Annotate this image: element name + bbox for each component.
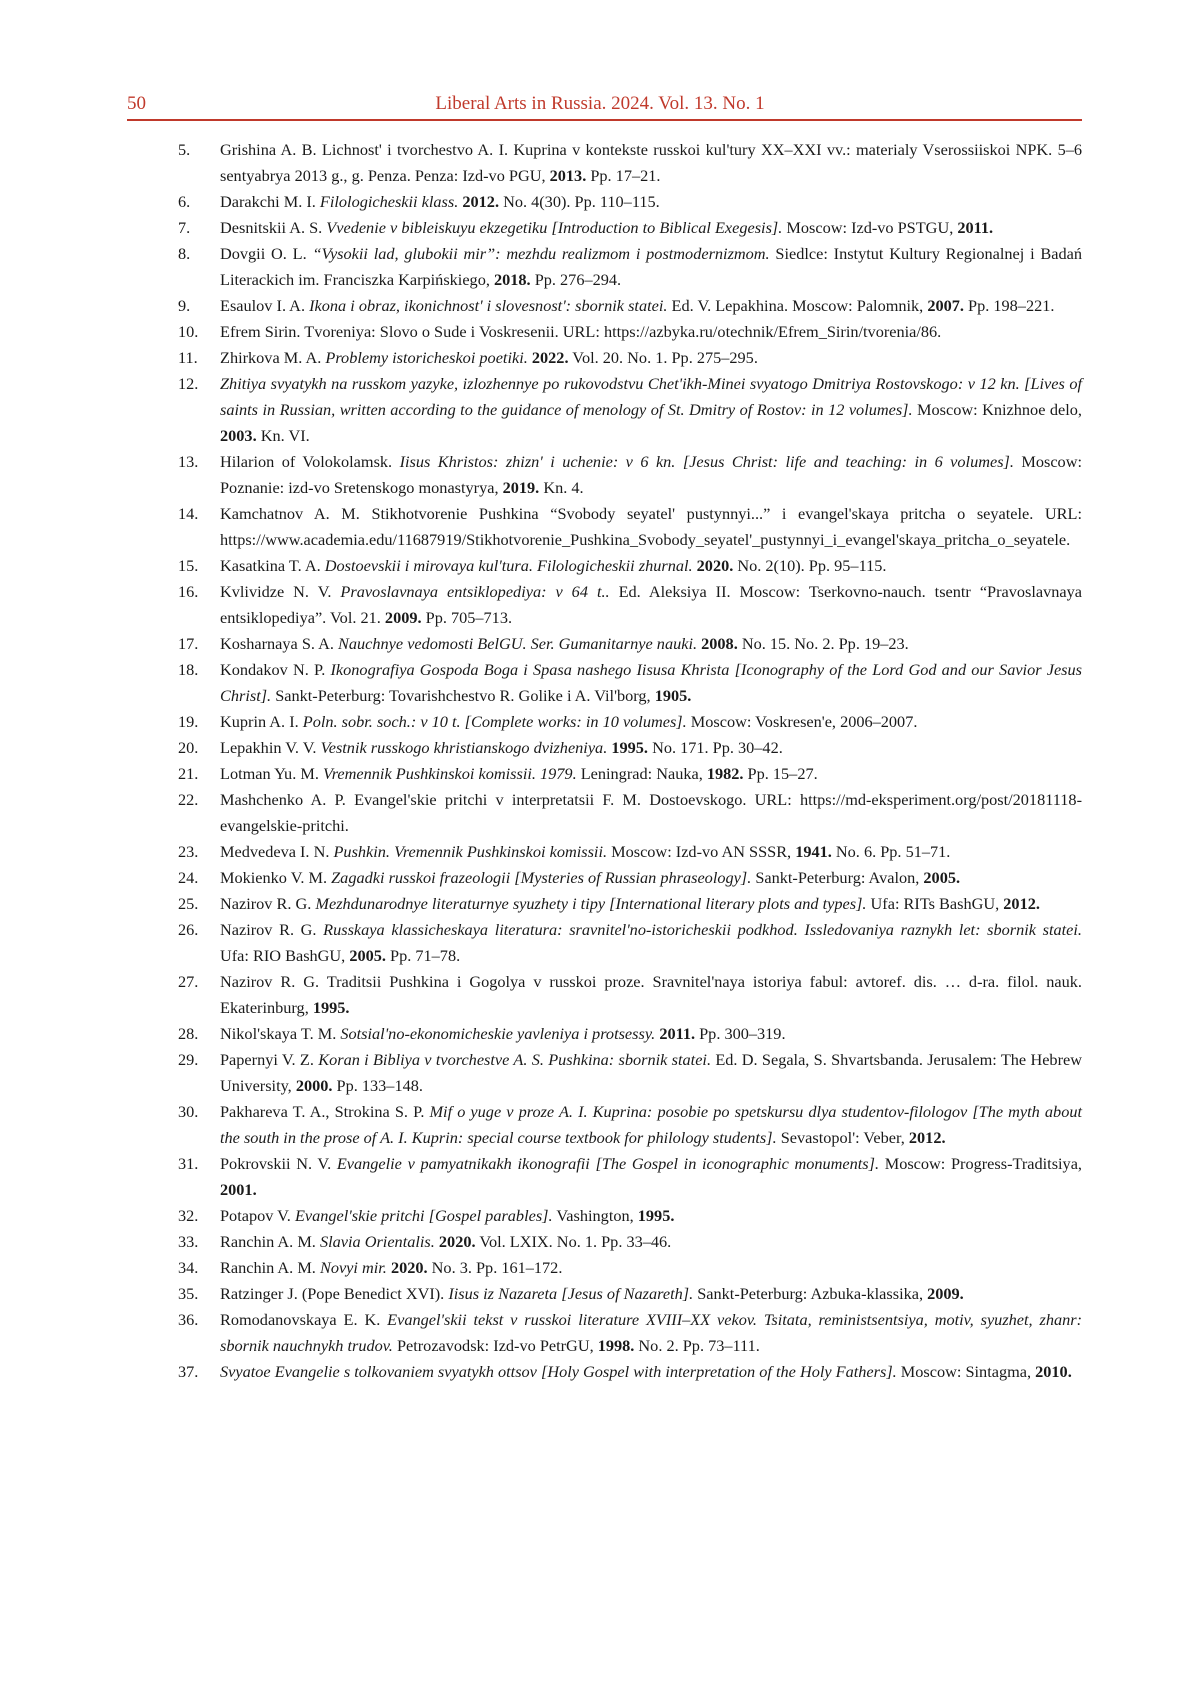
reference-text: Mashchenko A. P. Evangel'skie pritchi v interpretatsii F. M. Dostoevskogo. URL: https://md-eksperiment.org/post/20181118-evangelskie-pritchi. <box>220 790 1082 835</box>
reference-number: 9. <box>178 296 191 315</box>
reference-text: Papernyi V. Z. <box>220 1050 319 1069</box>
reference-title: Zagadki russkoi frazeologii [Mysteries of Russian phraseology]. <box>331 868 752 887</box>
reference-item <box>178 735 1082 761</box>
reference-title: Novyi mir. <box>319 1258 387 1277</box>
reference-item <box>178 371 1082 449</box>
reference-title: Ikonografiya Gospoda Boga i Spasa nashego Iisusa Khrista [Iconography of the Lord God and our Savior Jesus Christ]. <box>220 660 1082 705</box>
reference-item <box>178 1021 1082 1047</box>
reference-text: Darakchi M. I. <box>220 192 320 211</box>
reference-text: No. 171. Pp. 30–42. <box>648 738 783 757</box>
reference-text: Dovgii O. L. <box>220 244 313 263</box>
reference-title: Zhitiya svyatykh na russkom yazyke, izlozhennye po rukovodstvu Chet'ikh-Minei svyatogo Dmitriya Rostovskogo: v 12 kn. [Lives of saints in Russian, written according to the guidance of menology of St. Dmitry of Rostov: in 12 volumes]. <box>220 374 1082 419</box>
reference-number: 36. <box>178 1310 199 1329</box>
reference-title: Svyatoe Evangelie s tolkovaniem svyatykh ottsov [Holy Gospel with interpretation of the Holy Fathers]. <box>220 1362 897 1381</box>
reference-number: 16. <box>178 582 199 601</box>
reference-number: 28. <box>178 1024 199 1043</box>
reference-item <box>178 969 1082 1021</box>
reference-title: Poln. sobr. soch.: v 10 t. [Complete works: in 10 volumes]. <box>302 712 687 731</box>
reference-year: 2012. <box>908 1128 946 1147</box>
reference-number: 21. <box>178 764 199 783</box>
reference-text: Pp. 17–21. <box>586 166 661 185</box>
reference-text: Kondakov N. P. <box>220 660 331 679</box>
reference-text: Moscow: Izd-vo PSTGU, <box>782 218 958 237</box>
reference-item <box>178 189 1082 215</box>
reference-text: Kamchatnov A. M. Stikhotvorenie Pushkina “Svobody seyatel' pustynnyi...” i evangel'skaya pritcha o seyatele. URL: https://www.academia.edu/11687919/Stikhotvorenie_Pushkina_Svobody_seyatel'_pustynnyi_i_evangel'skaya_pritcha_o_seyatele. <box>220 504 1082 549</box>
reference-text: Sevastopol': Veber, <box>776 1128 909 1147</box>
reference-year: 2013. <box>549 166 587 185</box>
reference-item <box>178 579 1082 631</box>
reference-number: 27. <box>178 972 199 991</box>
reference-text: Pokrovskii N. V. <box>220 1154 337 1173</box>
reference-text: Ed. V. Lepakhina. Moscow: Palomnik, <box>667 296 928 315</box>
reference-text: No. 15. No. 2. Pp. 19–23. <box>737 634 909 653</box>
reference-item <box>178 1307 1082 1359</box>
reference-title: Ikona i obraz, ikonichnost' i slovesnost': sbornik statei. <box>309 296 668 315</box>
reference-year: 1941. <box>795 842 832 861</box>
reference-item <box>178 1281 1082 1307</box>
reference-number: 33. <box>178 1232 199 1251</box>
reference-item <box>178 241 1082 293</box>
reference-year: 1995. <box>312 998 350 1017</box>
reference-text: Pp. 276–294. <box>530 270 622 289</box>
reference-title: Evangelie v pamyatnikakh ikonografii [The Gospel in iconographic monuments]. <box>336 1154 880 1173</box>
reference-text: Moscow: Voskresen'e, 2006–2007. <box>686 712 918 731</box>
reference-item <box>178 1255 1082 1281</box>
reference-year: 2011. <box>957 218 994 237</box>
reference-item <box>178 553 1082 579</box>
reference-item <box>178 293 1082 319</box>
reference-number: 19. <box>178 712 199 731</box>
reference-title: Mif o yuge v proze A. I. Kuprina: posobie po spetskursu dlya studentov-filologov [The myth about the south in the prose of A. I. Kuprin: special course textbook for philology students]. <box>220 1102 1083 1147</box>
reference-number: 32. <box>178 1206 199 1225</box>
reference-text: Grishina A. B. Lichnost' i tvorchestvo A. I. Kuprina v kontekste russkoi kul'tury XX–XXI vv.: materialy Vserossiiskoi NPK. 5–6 sentyabrya 2013 g., g. Penza. Penza: Izd-vo PGU, <box>220 140 1082 185</box>
reference-item <box>178 1229 1082 1255</box>
reference-text: Pp. 198–221. <box>963 296 1055 315</box>
reference-title: Mezhdunarodnye literaturnye syuzhety i tipy [International literary plots and types]. <box>315 894 867 913</box>
reference-item <box>178 449 1082 501</box>
reference-text: Vashington, <box>552 1206 638 1225</box>
reference-number: 26. <box>178 920 199 939</box>
reference-title: Pravoslavnaya entsiklopediya: v 64 t.. <box>340 582 610 601</box>
reference-item <box>178 891 1082 917</box>
reference-year: 2007. <box>927 296 964 315</box>
reference-text: Hilarion of Volokolamsk. <box>220 452 400 471</box>
references-list <box>178 137 1082 1385</box>
reference-text: Nazirov R. G. Traditsii Pushkina i Gogolya v russkoi proze. Sravnitel'naya istoriya fabul: avtoref. dis. … d-ra. filol. nauk. Ekaterinburg, <box>220 972 1082 1017</box>
reference-text: Romodanovskaya E. K. <box>220 1310 388 1329</box>
reference-number: 24. <box>178 868 199 887</box>
reference-title: Filologicheskii klass. <box>319 192 459 211</box>
reference-text: Desnitskii A. S. <box>220 218 327 237</box>
reference-number: 14. <box>178 504 199 523</box>
reference-text: Medvedeva I. N. <box>220 842 334 861</box>
reference-item <box>178 1099 1082 1151</box>
reference-item <box>178 787 1082 839</box>
reference-text: Moscow: Poznanie: izd-vo Sretenskogo monastyrya, <box>220 452 1082 497</box>
reference-text: Efrem Sirin. Tvoreniya: Slovo o Sude i Voskresenii. URL: https://azbyka.ru/otechnik/Efrem_Sirin/tvorenia/86. <box>220 322 942 341</box>
reference-text: Ratzinger J. (Pope Benedict XVI). <box>220 1284 449 1303</box>
reference-year: 2003. <box>220 426 257 445</box>
reference-item <box>178 501 1082 553</box>
reference-text: Mokienko V. M. <box>220 868 332 887</box>
reference-number: 20. <box>178 738 199 757</box>
reference-item <box>178 709 1082 735</box>
reference-year: 2005. <box>349 946 386 965</box>
reference-text: Pakhareva T. A., Strokina S. P. <box>220 1102 430 1121</box>
reference-item <box>178 917 1082 969</box>
reference-year: 2020. <box>696 556 734 575</box>
reference-text: Pp. 71–78. <box>385 946 461 965</box>
reference-text: No. 2. Pp. 73–111. <box>634 1336 760 1355</box>
reference-year: 2005. <box>923 868 961 887</box>
reference-number: 8. <box>178 244 191 263</box>
reference-title: Koran i Bibliya v tvorchestve A. S. Pushkina: sbornik statei. <box>318 1050 712 1069</box>
reference-text: Kasatkina T. A. <box>220 556 325 575</box>
reference-text: Moscow: Sintagma, <box>896 1362 1036 1381</box>
reference-item <box>178 319 1082 345</box>
reference-text: Pp. 15–27. <box>743 764 818 783</box>
reference-text: Moscow: Progress-Traditsiya, <box>879 1154 1082 1173</box>
reference-title: Evangel'skie pritchi [Gospel parables]. <box>294 1206 553 1225</box>
reference-text: Ranchin A. M. <box>220 1258 320 1277</box>
reference-text: Sankt-Peterburg: Avalon, <box>751 868 924 887</box>
reference-text: Petrozavodsk: Izd-vo PetrGU, <box>392 1336 598 1355</box>
page-number: 50 <box>127 93 146 114</box>
reference-item <box>178 1359 1082 1385</box>
reference-text: Moscow: Izd-vo AN SSSR, <box>607 842 796 861</box>
reference-number: 6. <box>178 192 191 211</box>
reference-text: Leningrad: Nauka, <box>576 764 707 783</box>
reference-number: 13. <box>178 452 199 471</box>
reference-year: 2019. <box>502 478 540 497</box>
reference-year: 2020. <box>438 1232 476 1251</box>
reference-number: 29. <box>178 1050 199 1069</box>
reference-title: Pushkin. Vremennik Pushkinskoi komissii. <box>333 842 608 861</box>
reference-text: No. 3. Pp. 161–172. <box>427 1258 563 1277</box>
reference-title: Problemy istoricheskoi poetiki. <box>325 348 528 367</box>
reference-year: 2009. <box>927 1284 964 1303</box>
reference-number: 34. <box>178 1258 199 1277</box>
reference-text: No. 2(10). Pp. 95–115. <box>733 556 887 575</box>
reference-text: Siedlce: Instytut Kultury Regionalnej i Badań Literackich im. Franciszka Karpińskiego, <box>220 244 1082 289</box>
reference-text: Esaulov I. A. <box>220 296 310 315</box>
reference-item <box>178 1203 1082 1229</box>
reference-item <box>178 657 1082 709</box>
reference-title: Slavia Orientalis. <box>319 1232 435 1251</box>
reference-text: Pp. 133–148. <box>332 1076 423 1095</box>
reference-item <box>178 631 1082 657</box>
reference-text: Nazirov R. G. <box>220 920 324 939</box>
reference-year: 2012. <box>1003 894 1040 913</box>
reference-year: 1982. <box>706 764 744 783</box>
reference-year: 2012. <box>462 192 500 211</box>
reference-text: Nikol'skaya T. M. <box>220 1024 341 1043</box>
reference-title: Vremennik Pushkinskoi komissii. 1979. <box>322 764 577 783</box>
reference-year: 2000. <box>295 1076 333 1095</box>
reference-number: 12. <box>178 374 199 393</box>
reference-number: 11. <box>178 348 198 367</box>
reference-number: 17. <box>178 634 199 653</box>
reference-text: Sankt-Peterburg: Azbuka-klassika, <box>693 1284 928 1303</box>
reference-title: Vestnik russkogo khristianskogo dvizheniya. <box>320 738 608 757</box>
reference-title: Nauchnye vedomosti BelGU. Ser. Gumanitarnye nauki. <box>338 634 698 653</box>
reference-text: Kvlividze N. V. <box>220 582 341 601</box>
reference-year: 2011. <box>659 1024 696 1043</box>
reference-title: Iisus iz Nazareta [Jesus of Nazareth]. <box>448 1284 694 1303</box>
header-rule <box>127 119 1082 121</box>
reference-item <box>178 1151 1082 1203</box>
reference-item <box>178 345 1082 371</box>
reference-year: 2009. <box>384 608 422 627</box>
reference-text: Ranchin A. M. <box>220 1232 320 1251</box>
reference-number: 35. <box>178 1284 199 1303</box>
reference-year: 2001. <box>220 1180 257 1199</box>
reference-text: Vol. LXIX. No. 1. Pp. 33–46. <box>475 1232 672 1251</box>
reference-text: Ufa: RITs BashGU, <box>866 894 1004 913</box>
reference-title: Vvedenie v bibleiskuyu ekzegetiku [Introduction to Biblical Exegesis]. <box>326 218 783 237</box>
reference-item <box>178 1047 1082 1099</box>
reference-text: Pp. 300–319. <box>695 1024 786 1043</box>
reference-title: Dostoevskii i mirovaya kul'tura. Filologicheskii zhurnal. <box>324 556 693 575</box>
reference-title: Sotsial'no-ekonomicheskie yavleniya i protsessy. <box>340 1024 656 1043</box>
reference-number: 22. <box>178 790 199 809</box>
reference-year: 1995. <box>611 738 648 757</box>
reference-text: Potapov V. <box>220 1206 295 1225</box>
reference-year: 2022. <box>531 348 569 367</box>
reference-number: 18. <box>178 660 199 679</box>
reference-number: 31. <box>178 1154 199 1173</box>
reference-title: Iisus Khristos: zhizn' i uchenie: v 6 kn. [Jesus Christ: life and teaching: in 6 volumes]. <box>399 452 1014 471</box>
reference-text: Pp. 705–713. <box>421 608 513 627</box>
reference-text: No. 6. Pp. 51–71. <box>831 842 951 861</box>
reference-number: 25. <box>178 894 199 913</box>
reference-text: Kuprin A. I. <box>220 712 303 731</box>
reference-title: Russkaya klassicheskaya literatura: sravnitel'no-istoricheskii podkhod. Issledovaniya raznykh let: sbornik statei. <box>323 920 1082 939</box>
reference-title: “Vysokii lad, glubokii mir”: mezhdu realizmom i postmodernizmom. <box>312 244 770 263</box>
reference-year: 1905. <box>654 686 692 705</box>
reference-text: Kn. 4. <box>539 478 584 497</box>
reference-text: Ed. D. Segala, S. Shvartsbanda. Jerusalem: The Hebrew University, <box>220 1050 1082 1095</box>
reference-text: Nazirov R. G. <box>220 894 316 913</box>
reference-year: 2008. <box>701 634 738 653</box>
reference-title: Evangel'skii tekst v russkoi literature XVIII–XX vekov. Tsitata, reministsentsiya, motiv, syuzhet, zhanr: sbornik nauchnykh trudov. <box>220 1310 1083 1355</box>
reference-text: Ed. Aleksiya II. Moscow: Tserkovno-nauch. tsentr “Pravoslavnaya entsiklopediya”. Vol. 21. <box>220 582 1082 627</box>
reference-number: 23. <box>178 842 199 861</box>
reference-year: 2010. <box>1035 1362 1072 1381</box>
reference-text: Sankt-Peterburg: Tovarishchestvo R. Golike i A. Vil'borg, <box>271 686 655 705</box>
reference-number: 15. <box>178 556 199 575</box>
reference-item <box>178 839 1082 865</box>
reference-number: 10. <box>178 322 199 341</box>
reference-number: 30. <box>178 1102 199 1121</box>
journal-running-title: Liberal Arts in Russia. 2024. Vol. 13. No. 1 <box>435 93 765 114</box>
reference-text: Zhirkova M. A. <box>220 348 326 367</box>
reference-year: 1998. <box>597 1336 635 1355</box>
reference-text: Lepakhin V. V. <box>220 738 321 757</box>
reference-text: Lotman Yu. M. <box>220 764 323 783</box>
reference-number: 7. <box>178 218 191 237</box>
reference-text: No. 4(30). Pp. 110–115. <box>499 192 660 211</box>
reference-year: 2018. <box>493 270 531 289</box>
reference-item <box>178 137 1082 189</box>
reference-year: 1995. <box>637 1206 675 1225</box>
reference-number: 5. <box>178 140 191 159</box>
reference-item <box>178 761 1082 787</box>
reference-text: Ufa: RIO BashGU, <box>220 946 350 965</box>
reference-text: Kn. VI. <box>256 426 310 445</box>
reference-text: Kosharnaya S. A. <box>220 634 339 653</box>
reference-item <box>178 215 1082 241</box>
reference-number: 37. <box>178 1362 199 1381</box>
reference-year: 2020. <box>390 1258 428 1277</box>
reference-text: Moscow: Knizhnoe delo, <box>912 400 1082 419</box>
reference-text: Vol. 20. No. 1. Pp. 275–295. <box>568 348 758 367</box>
reference-item <box>178 865 1082 891</box>
